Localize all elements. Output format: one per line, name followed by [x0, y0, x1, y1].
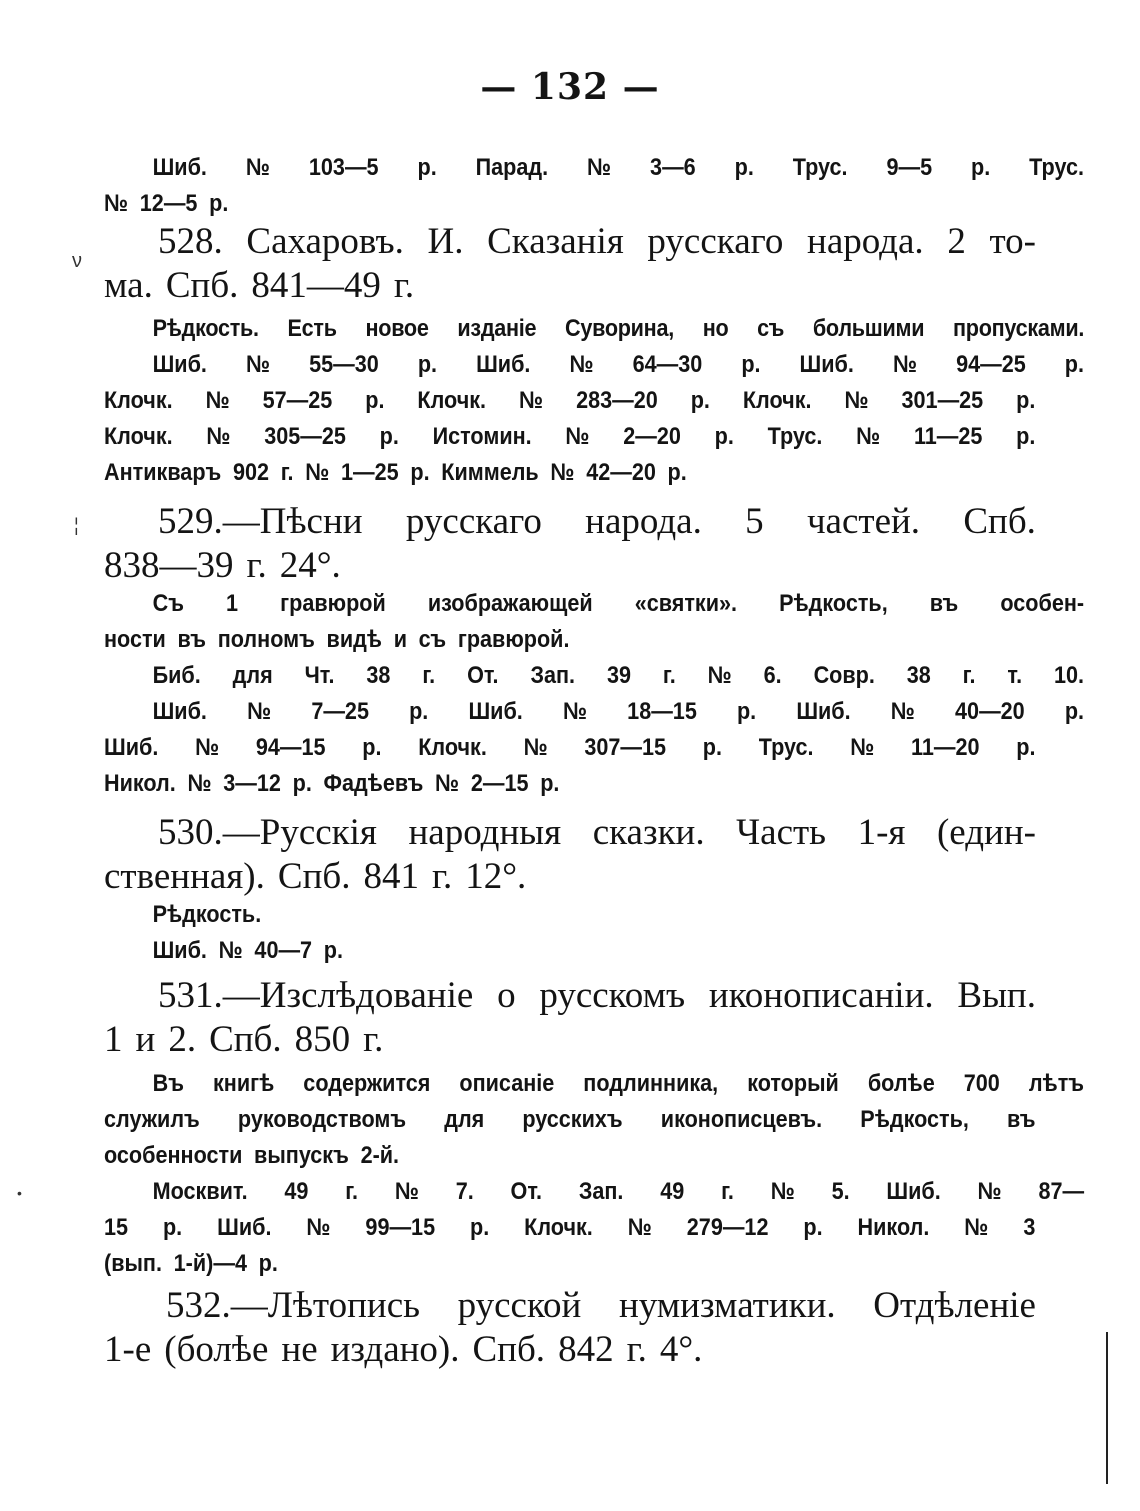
- word: подлинника,: [583, 1070, 719, 1097]
- word: №: [187, 770, 212, 797]
- word: 11—20: [911, 734, 980, 761]
- word: р.: [470, 1214, 490, 1241]
- word: Шиб.: [217, 1214, 272, 1241]
- word: От.: [510, 1178, 543, 1205]
- word: видѣ: [326, 626, 382, 653]
- word: Отдѣленіе: [873, 1285, 1036, 1326]
- word: р.: [971, 154, 991, 181]
- word: 42—20: [586, 459, 656, 486]
- text-line: [104, 419, 1036, 455]
- word: лѣтъ: [1028, 1070, 1085, 1097]
- word: г.: [962, 662, 976, 689]
- entry-title-line: [104, 220, 1036, 264]
- text-line: [104, 1246, 1036, 1282]
- word: р.: [362, 734, 382, 761]
- entry-530-notes: [104, 897, 1036, 969]
- word: 38: [366, 662, 391, 689]
- word: 12°.: [465, 856, 527, 897]
- word: р.: [690, 387, 710, 414]
- entry-title-line: [104, 264, 1036, 308]
- word: 94—25: [956, 351, 1026, 378]
- word: 842: [558, 1329, 614, 1370]
- word: содержится: [303, 1070, 431, 1097]
- word: №: [565, 423, 590, 450]
- word: иконописаніи.: [708, 975, 934, 1016]
- word: №: [707, 662, 732, 689]
- word: (болѣе: [164, 1329, 269, 1370]
- word: Парад.: [475, 154, 549, 181]
- word: народныя: [408, 812, 562, 853]
- word: ма.: [104, 265, 153, 306]
- word: о: [497, 975, 516, 1016]
- entry-title-line: [104, 544, 1036, 588]
- word: Фадѣевъ: [323, 770, 424, 797]
- word: №: [587, 154, 612, 181]
- word: №: [205, 387, 230, 414]
- word: 301—25: [901, 387, 984, 414]
- word: 49: [284, 1178, 309, 1205]
- word: Клочк.: [418, 734, 487, 761]
- word: Съ: [152, 590, 184, 617]
- text-line: [104, 622, 1036, 658]
- word: 4°.: [659, 1329, 703, 1370]
- word: 841—49: [251, 265, 381, 306]
- word: Чт.: [304, 662, 335, 689]
- word: Шиб.: [476, 351, 531, 378]
- word: Спб.: [472, 1329, 546, 1370]
- word: русской: [457, 1285, 582, 1326]
- word: Совр.: [813, 662, 875, 689]
- word: Москвит.: [152, 1178, 248, 1205]
- word: издано).: [330, 1329, 460, 1370]
- word: Рѣдкость.: [152, 901, 262, 928]
- word: 531.—Изслѣдованіе: [158, 975, 474, 1016]
- word: р.: [741, 351, 761, 378]
- word: (вып.: [104, 1250, 162, 1277]
- word: Клочк.: [104, 423, 173, 450]
- word: №: [890, 698, 915, 725]
- word: №: [844, 387, 869, 414]
- word: р.: [702, 734, 722, 761]
- word: №: [305, 459, 330, 486]
- entry-528-notes: [104, 311, 1085, 491]
- word: 24°.: [279, 545, 341, 586]
- word: 3—12: [223, 770, 281, 797]
- word: г.: [422, 662, 436, 689]
- word: Шиб.: [152, 351, 207, 378]
- word: то-: [989, 221, 1036, 262]
- entry-527-prices: [104, 150, 1084, 222]
- word: 12—5: [139, 190, 198, 217]
- word: 15: [104, 1214, 129, 1241]
- word: и: [135, 1019, 156, 1060]
- word: №: [569, 351, 594, 378]
- word: р.: [162, 1214, 183, 1241]
- word: р.: [803, 1214, 823, 1241]
- word: №: [519, 387, 544, 414]
- word: г.: [363, 1019, 384, 1060]
- word: Клочк.: [417, 387, 487, 414]
- text-line: [104, 658, 1084, 694]
- word: Въ: [152, 1070, 184, 1097]
- word: 40—7: [254, 937, 313, 964]
- word: Сказанія: [487, 221, 624, 262]
- word: гравюрой: [280, 590, 386, 617]
- word: р.: [417, 351, 438, 378]
- word: 305—25: [264, 423, 346, 450]
- word: р.: [323, 937, 343, 964]
- text-line: [104, 455, 1036, 491]
- word: гравюрой.: [457, 626, 570, 653]
- word: 57—25: [262, 387, 333, 414]
- word: 700: [963, 1070, 1000, 1097]
- word: р.: [1064, 351, 1084, 378]
- pencil-tick-mark: ¦: [74, 515, 79, 535]
- word: №: [562, 698, 588, 725]
- word: р.: [1016, 734, 1036, 761]
- word: 2—20: [623, 423, 681, 450]
- word: 850: [294, 1019, 351, 1060]
- word: русскихъ: [522, 1106, 623, 1133]
- word: Клочк.: [104, 387, 173, 414]
- text-line: [104, 1102, 1036, 1138]
- word: 18—15: [627, 698, 697, 725]
- entry-530: [104, 811, 1036, 899]
- word: 838—39: [104, 545, 234, 586]
- entry-title-line: [104, 500, 1036, 544]
- word: но: [702, 315, 729, 342]
- text-line: [104, 1066, 1084, 1102]
- word: Трус.: [767, 423, 823, 450]
- text-line: [104, 150, 1084, 186]
- word: иконописцевъ.: [660, 1106, 823, 1133]
- word: №: [856, 423, 881, 450]
- word: 64—30: [632, 351, 703, 378]
- word: 2-й.: [360, 1142, 400, 1169]
- entry-title-line: [104, 1284, 1036, 1328]
- word: Шиб.: [799, 351, 854, 378]
- margin-rule-line: [1106, 1332, 1108, 1484]
- word: книгѣ: [212, 1070, 275, 1097]
- word: Шиб.: [152, 154, 207, 181]
- word: Трус.: [792, 154, 848, 181]
- word: №: [964, 1214, 989, 1241]
- word: №: [850, 734, 875, 761]
- word: №: [892, 351, 918, 378]
- entry-title-line: [104, 1018, 1036, 1062]
- word: болѣе: [867, 1070, 935, 1097]
- word: 1: [226, 590, 239, 617]
- word: г.: [345, 1178, 359, 1205]
- word: 3: [1023, 1214, 1036, 1241]
- entry-title-line: [104, 855, 1036, 899]
- word: 1-я: [857, 812, 906, 853]
- word: г.: [662, 662, 676, 689]
- word: 49: [660, 1178, 685, 1205]
- word: 1-й)—4: [173, 1250, 247, 1277]
- word: не: [281, 1329, 318, 1370]
- word: 40—20: [955, 698, 1025, 725]
- text-line: [104, 383, 1036, 419]
- word: №: [247, 698, 272, 725]
- entry-531: [104, 974, 1036, 1062]
- word: полномъ: [217, 626, 315, 653]
- word: р.: [1016, 423, 1036, 450]
- word: р.: [540, 770, 560, 797]
- word: Суворина,: [565, 315, 674, 342]
- word: 528.: [158, 221, 223, 262]
- text-line: [104, 933, 1084, 969]
- word: 9—5: [886, 154, 933, 181]
- word: 39: [606, 662, 631, 689]
- word: Антикваръ: [104, 459, 222, 486]
- word: частей.: [806, 501, 921, 542]
- word: народа.: [585, 501, 702, 542]
- word: Спб.: [209, 1019, 282, 1060]
- word: въ: [177, 626, 207, 653]
- word: русскомъ: [539, 975, 686, 1016]
- word: 38: [906, 662, 931, 689]
- word: Клочк.: [524, 1214, 593, 1241]
- text-line: [104, 1138, 1036, 1174]
- word: 2.: [168, 1019, 197, 1060]
- word: 279—12: [686, 1214, 769, 1241]
- word: г.: [431, 856, 453, 897]
- word: Шиб.: [104, 734, 159, 761]
- text-line: [104, 897, 1084, 933]
- word: г.: [246, 545, 267, 586]
- word: Рѣдкость.: [152, 315, 259, 342]
- word: въ: [1007, 1106, 1036, 1133]
- word: 1: [104, 1019, 123, 1060]
- word: 55—30: [309, 351, 379, 378]
- word: изданіе: [457, 315, 537, 342]
- word: 1-е: [104, 1329, 152, 1370]
- word: №: [306, 1214, 331, 1241]
- word: 103—5: [308, 154, 379, 181]
- word: р.: [1064, 698, 1085, 725]
- word: р.: [714, 423, 734, 450]
- word: 94—15: [255, 734, 326, 761]
- word: русскаго: [647, 221, 784, 262]
- word: Часть: [736, 812, 827, 853]
- word: 902: [232, 459, 270, 486]
- word: съ: [757, 315, 785, 342]
- word: р.: [258, 1250, 278, 1277]
- word: Вып.: [957, 975, 1036, 1016]
- word: №: [245, 351, 271, 378]
- word: №: [550, 459, 575, 486]
- word: р.: [410, 459, 430, 486]
- word: №: [206, 423, 231, 450]
- word: От.: [467, 662, 499, 689]
- word: 7—25: [311, 698, 369, 725]
- word: №: [195, 734, 220, 761]
- word: 5.: [831, 1178, 850, 1205]
- word: г.: [626, 1329, 647, 1370]
- word: выпускъ: [254, 1142, 349, 1169]
- word: Шиб.: [152, 698, 207, 725]
- word: 841: [363, 856, 419, 897]
- word: Киммель: [441, 459, 539, 486]
- text-line: [104, 694, 1084, 730]
- pencil-tick-mark: ν: [72, 250, 82, 272]
- word: 11—25: [913, 423, 983, 450]
- word: ности: [104, 626, 166, 653]
- word: 307—15: [584, 734, 667, 761]
- text-line: [104, 186, 1036, 222]
- word: народа.: [807, 221, 924, 262]
- word: Шиб.: [468, 698, 523, 725]
- word: большими: [812, 315, 925, 342]
- word: изображающей: [427, 590, 593, 617]
- word: 3—6: [650, 154, 696, 181]
- word: (един-: [936, 812, 1036, 853]
- word: №: [245, 154, 270, 181]
- word: руководствомъ: [237, 1106, 407, 1133]
- word: р.: [667, 459, 687, 486]
- page-number: — 132 —: [480, 66, 660, 108]
- word: особен-: [1000, 590, 1085, 617]
- word: Рѣдкость,: [779, 590, 888, 617]
- word: для: [444, 1106, 485, 1133]
- word: 10.: [1054, 662, 1085, 689]
- text-line: [104, 1174, 1084, 1210]
- word: Трус.: [758, 734, 814, 761]
- word: р.: [292, 770, 312, 797]
- entry-title-line: [104, 811, 1036, 855]
- text-line: [104, 730, 1036, 766]
- word: Шиб.: [152, 937, 207, 964]
- word: Зап.: [530, 662, 576, 689]
- word: для: [232, 662, 273, 689]
- word: р.: [379, 423, 399, 450]
- word: Рѣдкость,: [860, 1106, 969, 1133]
- entry-529-notes: [104, 586, 1085, 802]
- word: Сахаровъ.: [246, 221, 404, 262]
- word: и: [393, 626, 407, 653]
- word: который: [747, 1070, 839, 1097]
- word: 5: [745, 501, 764, 542]
- word: И.: [427, 221, 464, 262]
- word: р.: [209, 190, 229, 217]
- word: 1—25: [341, 459, 399, 486]
- entry-title-line: [104, 1328, 1036, 1372]
- word: Спб.: [963, 501, 1036, 542]
- word: русскаго: [405, 501, 542, 542]
- word: ственная).: [104, 856, 265, 897]
- word: №: [523, 734, 548, 761]
- word: 2—15: [470, 770, 529, 797]
- entry-title-line: [104, 974, 1036, 1018]
- word: 87—: [1038, 1178, 1085, 1205]
- word: Биб.: [152, 662, 201, 689]
- word: 7.: [455, 1178, 474, 1205]
- word: 529.—Пѣсни: [158, 501, 363, 542]
- word: 532.—Лѣтопись: [166, 1285, 421, 1326]
- word: особенности: [104, 1142, 243, 1169]
- entry-531-notes: [104, 1066, 1085, 1282]
- word: пропусками.: [953, 315, 1085, 342]
- word: г.: [721, 1178, 734, 1205]
- word: 2: [947, 221, 966, 262]
- word: №: [218, 937, 243, 964]
- word: служилъ: [104, 1106, 200, 1133]
- word: р.: [736, 698, 757, 725]
- text-line: [104, 311, 1084, 347]
- word: сказки.: [592, 812, 705, 853]
- word: №: [627, 1214, 652, 1241]
- entry-529: [104, 500, 1036, 588]
- word: №: [770, 1178, 795, 1205]
- word: Истомин.: [432, 423, 532, 450]
- word: 283—20: [576, 387, 658, 414]
- word: г.: [280, 459, 294, 486]
- word: въ: [929, 590, 959, 617]
- word: №: [104, 190, 129, 217]
- text-line: [104, 1210, 1036, 1246]
- word: съ: [418, 626, 447, 653]
- word: «святки».: [634, 590, 738, 617]
- entry-532: [104, 1284, 1036, 1372]
- word: описаніе: [459, 1070, 555, 1097]
- word: Трус.: [1029, 154, 1084, 181]
- word: №: [435, 770, 460, 797]
- word: №: [394, 1178, 419, 1205]
- word: 6.: [763, 662, 782, 689]
- word: Никол.: [104, 770, 176, 797]
- word: р.: [365, 387, 385, 414]
- word: №: [977, 1178, 1002, 1205]
- text-line: [104, 586, 1084, 622]
- word: Спб.: [277, 856, 351, 897]
- word: р.: [409, 698, 429, 725]
- word: Шиб.: [886, 1178, 941, 1205]
- text-line: [104, 766, 1036, 802]
- word: Никол.: [857, 1214, 930, 1241]
- word: 99—15: [365, 1214, 436, 1241]
- word: Спб.: [165, 265, 239, 306]
- scan-dust-mark: •: [17, 1185, 22, 1201]
- word: Шиб.: [796, 698, 851, 725]
- word: Клочк.: [742, 387, 812, 414]
- word: Зап.: [578, 1178, 624, 1205]
- word: Есть: [287, 315, 337, 342]
- word: г.: [393, 265, 415, 306]
- word: нумизматики.: [618, 1285, 836, 1326]
- word: р.: [1016, 387, 1036, 414]
- word: т.: [1007, 662, 1023, 689]
- entry-528: [104, 220, 1036, 308]
- word: новое: [365, 315, 429, 342]
- word: 530.—Русскія: [158, 812, 377, 853]
- word: р.: [734, 154, 754, 181]
- word: р.: [417, 154, 437, 181]
- text-line: [104, 347, 1084, 383]
